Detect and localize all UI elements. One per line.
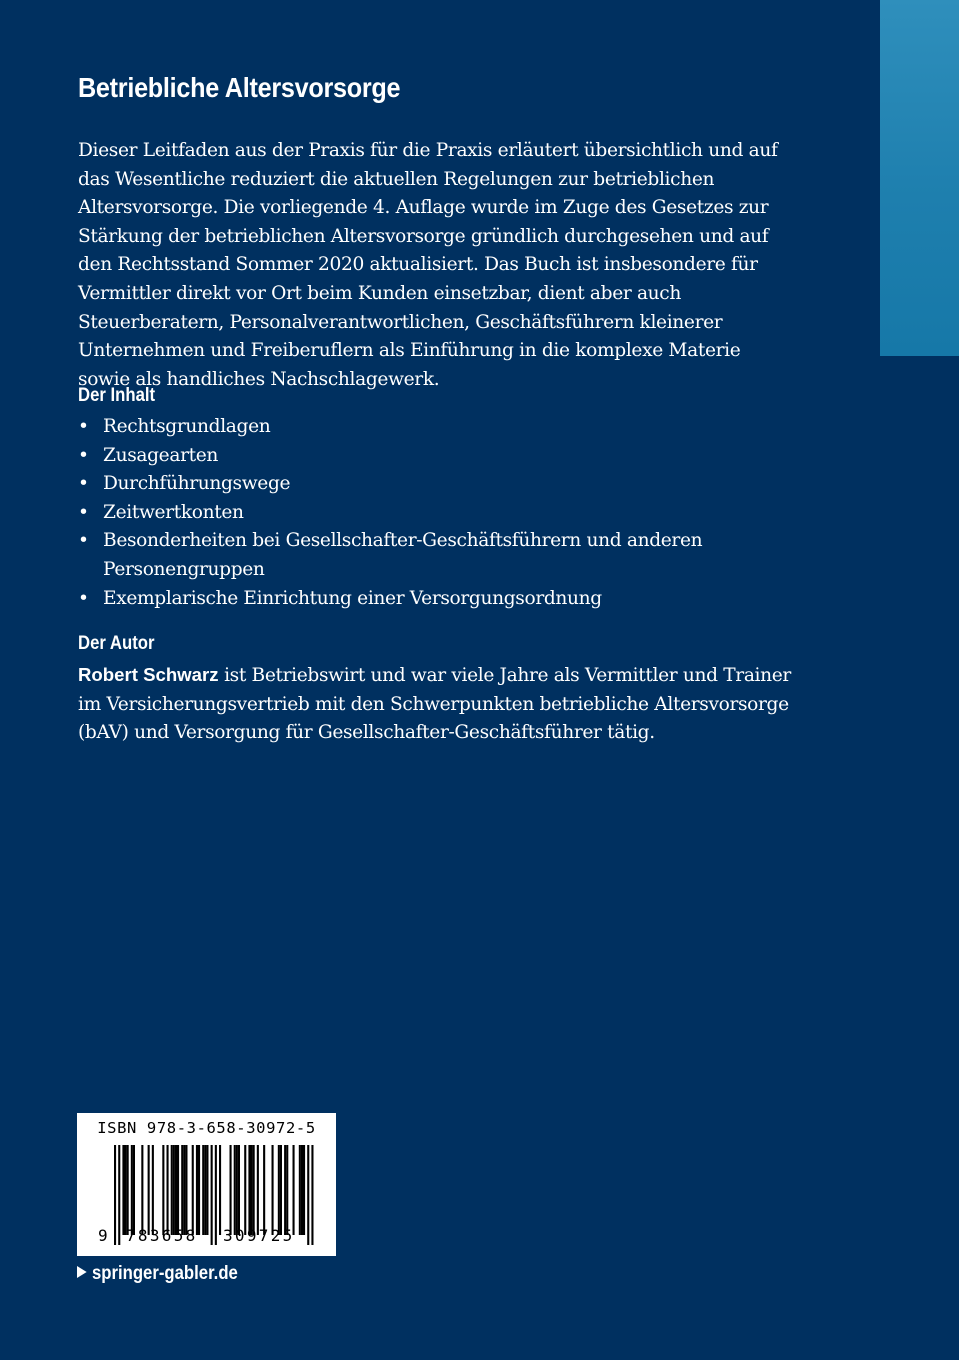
barcode-bar <box>219 1145 221 1235</box>
list-item <box>78 413 794 442</box>
triangle-right-icon <box>77 1266 87 1278</box>
barcode-left-digits: 783658 <box>126 1226 198 1245</box>
accent-strip <box>880 0 959 356</box>
barcode-bar <box>301 1145 303 1235</box>
barcode-bar <box>131 1145 133 1235</box>
list-item-text: Zusagearten <box>103 444 219 466</box>
contents-heading: Der Inhalt <box>78 385 156 406</box>
barcode-bar <box>293 1145 295 1235</box>
barcode-bar <box>141 1145 143 1235</box>
bullet-icon: • <box>78 416 89 437</box>
list-item-text: Rechtsgrundlagen <box>103 416 271 437</box>
barcode-bar <box>183 1145 185 1235</box>
barcode-bar <box>230 1145 232 1235</box>
intro-paragraph: Dieser Leitfaden aus der Praxis für die Praxis erläutert übersichtlich und auf das Wesentliche reduziert die aktuellen Regelungen zur betrieblichen Altersvorsorge. Die vorliegende 4. Auflage wurde im Zuge des Gesetzes zur Stärkung der betrieblichen Altersvorsorge gründlich durchgesehen und auf den Rechtsstand Sommer 2020 aktualisiert. Das Buch ist insbesondere für Vermittler direkt vor Ort beim Kunden einsetzbar, dient aber auch Steuerberatern, Personalverantwortlichen, Geschäftsführern kleinerer Unternehmen und Freiberuflern als Einführung in die komplexe Materie sowie als handliches Nachschlagewerk. <box>78 140 778 390</box>
barcode-bar <box>303 1145 305 1235</box>
contents-list <box>78 413 794 613</box>
list-item <box>78 527 794 584</box>
list-item-text: Zeitwertkonten <box>103 501 244 523</box>
publisher-link[interactable] <box>77 1263 238 1285</box>
barcode-bar <box>206 1145 208 1235</box>
book-title: Betriebliche Altersvorsorge <box>78 72 401 103</box>
barcode-bar <box>196 1145 198 1235</box>
barcode-bar <box>148 1145 150 1235</box>
barcode-bar <box>185 1145 187 1235</box>
barcode-bar <box>284 1145 286 1235</box>
barcode-first-digit: 9 <box>98 1226 108 1245</box>
barcode-bar <box>152 1145 154 1235</box>
barcode-bar <box>286 1145 288 1235</box>
publisher-url: springer-gabler.de <box>91 1263 238 1284</box>
list-item-text: Exemplarische Einrichtung einer Versorgungsordnung <box>103 587 602 609</box>
barcode-bar <box>280 1145 282 1235</box>
barcode-bar <box>238 1145 240 1235</box>
barcode-bar <box>125 1145 127 1235</box>
barcode-bar <box>167 1145 169 1235</box>
barcode-bar <box>236 1145 238 1235</box>
barcode-bar <box>244 1145 246 1235</box>
barcode-bar <box>177 1145 179 1235</box>
barcode-bar <box>173 1145 175 1235</box>
list-item-text: Besonderheiten bei Gesellschafter-Geschäftsführern und anderen Personengruppen <box>103 530 703 580</box>
barcode-bar <box>272 1145 274 1235</box>
barcode-bar <box>251 1145 253 1235</box>
list-item <box>78 499 794 528</box>
barcode-right-digits: 309725 <box>223 1226 295 1245</box>
author-paragraph <box>78 661 794 748</box>
barcode-bar <box>253 1145 255 1235</box>
barcode-bar <box>257 1145 259 1235</box>
barcode-bar <box>181 1145 183 1235</box>
isbn-label: ISBN 978-3-658-30972-5 <box>97 1119 316 1137</box>
author-bio: ist Betriebswirt und war viele Jahre als Vermittler und Trainer im Versicherungsvertrieb mit den Schwerpunkten betriebliche Altersvorsorge (bAV) und Versorgung für Gesellschafter-Geschäftsführer tätig. <box>78 665 791 744</box>
list-item <box>78 585 794 614</box>
barcode-bar <box>248 1145 250 1235</box>
barcode-digits <box>77 1225 336 1251</box>
barcode-bar <box>278 1145 280 1235</box>
bullet-icon: • <box>78 473 89 495</box>
barcode-bar <box>175 1145 177 1235</box>
barcode-bar <box>198 1145 200 1235</box>
barcode-bar <box>263 1145 265 1235</box>
barcode-bar <box>127 1145 129 1235</box>
bullet-icon: • <box>78 587 89 609</box>
bullet-icon: • <box>78 444 89 466</box>
bullet-icon: • <box>78 501 89 523</box>
barcode-bar <box>204 1145 206 1235</box>
barcode-bar <box>192 1145 194 1235</box>
list-item <box>78 442 794 471</box>
barcode-bar <box>234 1145 236 1235</box>
list-item <box>78 470 794 499</box>
author-heading: Der Autor <box>78 633 155 654</box>
barcode-bar <box>171 1145 173 1235</box>
list-item-text: Durchführungswege <box>103 473 291 495</box>
barcode-bar <box>162 1145 164 1235</box>
bullet-icon: • <box>78 530 89 552</box>
author-name: Robert Schwarz <box>78 664 219 685</box>
barcode-bar <box>299 1145 301 1235</box>
barcode-bar <box>202 1145 204 1235</box>
barcode-bar <box>122 1145 124 1235</box>
barcode-bar <box>133 1145 135 1235</box>
